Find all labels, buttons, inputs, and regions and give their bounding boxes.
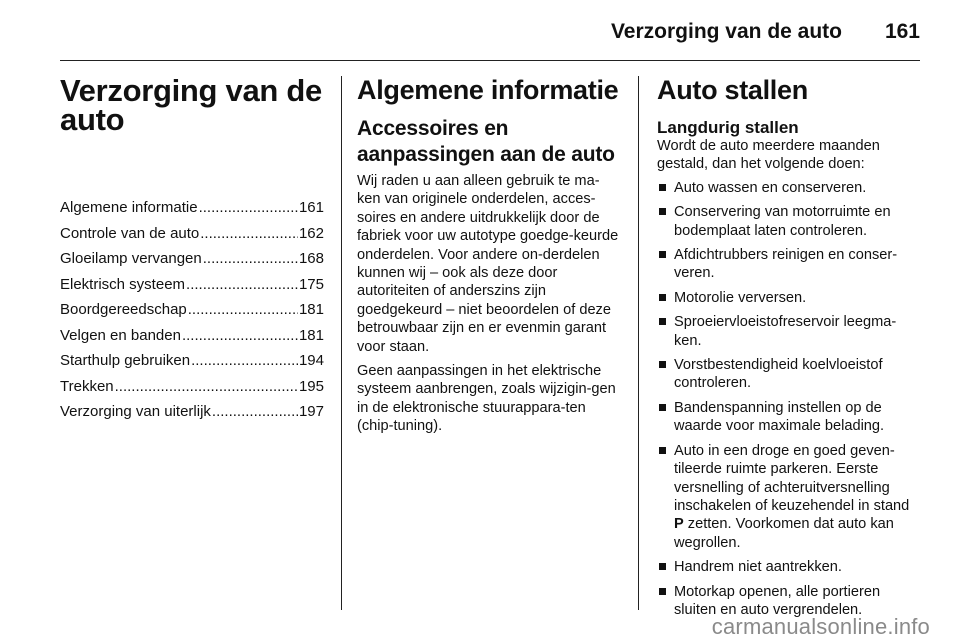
toc-label: Boordgereedschap <box>60 301 187 318</box>
toc-item[interactable] <box>60 377 324 396</box>
watermark: carmanualsonline.info <box>711 614 930 639</box>
toc-page: 162 <box>298 224 324 242</box>
section-heading: Algemene informatie <box>357 75 619 105</box>
list-item <box>657 399 919 436</box>
bullet-square-icon <box>659 251 666 258</box>
list-item-text: zetten. Voorkomen dat auto kan wegrollen. <box>674 516 894 551</box>
toc-label: Gloeilamp vervangen <box>60 250 202 267</box>
list-item-text: Conservering van motorruimte en bodemplaat laten controleren. <box>674 204 891 239</box>
list-item-text: Sproeiervloeistofreservoir leegma-ken. <box>674 314 897 349</box>
list-item-text: Afdichtrubbers reinigen en conser-veren. <box>674 247 898 282</box>
toc-label: Trekken <box>60 377 114 395</box>
toc-page: 161 <box>298 199 324 216</box>
chapter-title-line1: Verzorging van de <box>60 73 322 108</box>
list-item <box>657 442 919 552</box>
list-item <box>657 313 919 350</box>
list-item <box>657 558 919 576</box>
toc-leader <box>182 326 298 345</box>
toc-page: 175 <box>298 275 324 293</box>
toc-label: Starthulp gebruiken <box>60 352 191 369</box>
toc-leader <box>200 224 298 243</box>
toc-item[interactable] <box>60 198 324 217</box>
toc-page: 195 <box>298 377 324 395</box>
toc-label: Verzorging van uiterlijk <box>60 403 211 420</box>
subsection-heading-line2: aanpassingen aan de auto <box>357 143 615 166</box>
paragraph: Geen aanpassingen in het elektrische systeem aanbrengen, zoals wijzigin-gen in de elektronische stuurappara-ten (chip-tuning). <box>357 363 616 435</box>
bullet-square-icon <box>659 563 666 570</box>
bullet-list <box>657 179 919 620</box>
toc-item[interactable] <box>60 351 324 370</box>
list-item-text: Auto in een droge en goed geven-tileerde ruimte parkeren. Eerste versnelling of achteruitversnelling inschakelen of keuzehendel in stand <box>674 442 910 514</box>
list-item <box>657 289 919 307</box>
gear-position-label: P <box>674 516 684 533</box>
toc-item[interactable] <box>60 275 324 294</box>
column-divider-2 <box>638 76 639 610</box>
paragraph: Wij raden u aan alleen gebruik te ma-ken van originele onderdelen, acces-soires en andere uitdrukkelijk door de fabriek voor uw autotype goedge-keurde onderdelen. Voor andere on-derdelen kunnen wij – ook als deze door autoriteiten of anderszins zijn goedgekeurd – niet beoordelen of deze betrouwbaar zijn en er evenmin garant voor staan. <box>357 173 619 355</box>
bullet-square-icon <box>659 361 666 368</box>
chapter-column <box>60 73 324 428</box>
toc-page: 181 <box>298 301 324 318</box>
bullet-square-icon <box>659 318 666 325</box>
toc-item[interactable] <box>60 326 324 345</box>
toc-item[interactable] <box>60 300 324 319</box>
bullet-square-icon <box>659 588 666 595</box>
list-item-text: Motorkap openen, alle portieren sluiten en auto vergrendelen. <box>674 583 881 618</box>
chapter-title <box>60 73 324 137</box>
toc-page: 197 <box>298 403 324 420</box>
toc-leader <box>212 402 298 421</box>
subsection-heading <box>357 116 621 168</box>
bullet-square-icon <box>659 447 666 454</box>
toc-page: 181 <box>298 326 324 344</box>
toc-item[interactable] <box>60 402 324 421</box>
section-heading: Auto stallen <box>657 75 808 105</box>
toc-label: Elektrisch systeem <box>60 275 186 293</box>
bullet-square-icon <box>659 208 666 215</box>
chapter-title-line2: auto <box>60 102 125 137</box>
list-item <box>657 246 919 283</box>
toc-leader <box>199 198 298 217</box>
toc-item[interactable] <box>60 224 324 243</box>
list-item <box>657 179 919 197</box>
subsection-heading-line1: Accessoires en <box>357 117 509 140</box>
toc-label: Algemene informatie <box>60 199 198 216</box>
bullet-square-icon <box>659 404 666 411</box>
column-divider-1 <box>341 76 342 610</box>
toc-item[interactable] <box>60 249 324 268</box>
bullet-square-icon <box>659 184 666 191</box>
toc-label: Controle van de auto <box>60 224 200 242</box>
toc-leader <box>191 351 298 370</box>
page-header <box>60 14 920 61</box>
toc-page: 194 <box>298 352 324 369</box>
toc-page: 168 <box>298 250 324 267</box>
toc-label: Velgen en banden <box>60 326 181 344</box>
list-item-text: Bandenspanning instellen op de waarde voor maximale belading. <box>674 399 885 435</box>
list-item-text: Auto wassen en conserveren. <box>674 179 867 196</box>
toc-leader <box>115 377 298 396</box>
toc-leader <box>188 300 298 319</box>
bullet-square-icon <box>659 294 666 301</box>
list-item <box>657 203 919 240</box>
toc-leader <box>203 249 298 268</box>
storage-column <box>657 76 919 625</box>
subsection-heading: Langdurig stallen <box>657 118 799 137</box>
running-title: Verzorging van de auto <box>610 20 842 43</box>
general-info-column <box>357 76 621 442</box>
intro-paragraph: Wordt de auto meerdere maanden gestald, dan het volgende doen: <box>657 138 880 173</box>
table-of-contents <box>60 198 324 421</box>
page-number: 161 <box>884 20 920 43</box>
list-item <box>657 356 919 393</box>
list-item-text: Vorstbestendigheid koelvloeistof controleren. <box>674 357 883 392</box>
toc-leader <box>186 275 298 294</box>
list-item-text: Handrem niet aantrekken. <box>674 559 842 576</box>
list-item-text: Motorolie verversen. <box>674 289 807 306</box>
